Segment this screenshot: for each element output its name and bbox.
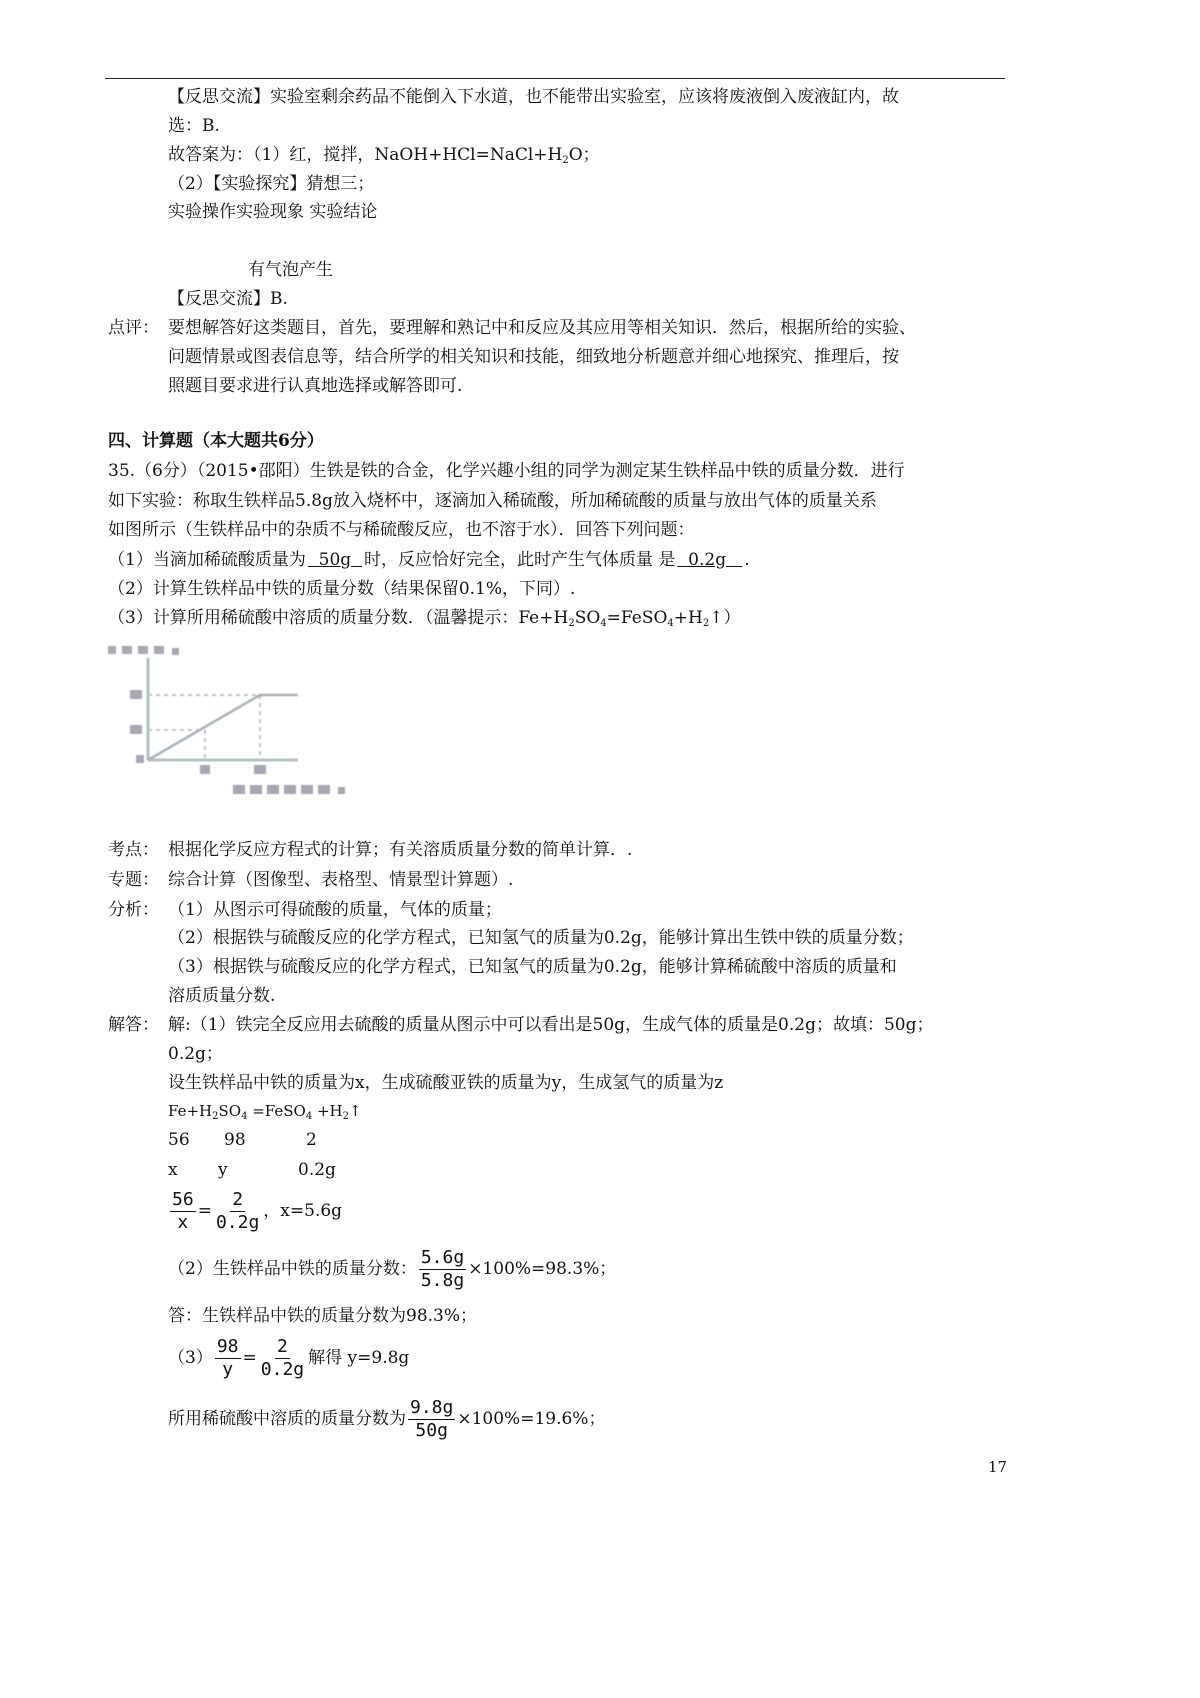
- question-line: 35.（6分）（2015•邵阳）生铁是铁的合金，化学兴趣小组的同学为测定某生铁样品中铁的质量分数．进行: [108, 461, 905, 481]
- fraction: $\frac{9.8g}{50g}$: [410, 1397, 454, 1441]
- comment-line: 要想解答好这类题目，首先，要理解和熟记中和反应及其应用等相关知识．然后，根据所给的实验、: [168, 318, 916, 338]
- fenxi-line: 溶质质量分数.: [168, 986, 276, 1006]
- page-number: 17: [988, 1458, 1008, 1476]
- solution-line: 设生铁样品中铁的质量为x，生成硫酸亚铁的质量为y，生成氢气的质量为z: [168, 1073, 724, 1093]
- question-line: 如图所示（生铁样品中的杂质不与稀硫酸反应，也不溶于水）．回答下列问题：: [108, 520, 695, 540]
- solution-label: 解答：: [108, 1015, 159, 1035]
- x-axis-label-blur: [233, 785, 345, 794]
- fraction: $\frac{56}{x}$: [172, 1189, 194, 1233]
- answer-line: （2）【实验探究】猜想三；: [168, 174, 375, 194]
- gas-mass-chart-image: [108, 640, 368, 805]
- kaodian-text: 根据化学反应方程式的计算；有关溶质质量分数的简单计算．.: [168, 840, 633, 860]
- fraction: $\frac{2}{0.2g}$: [215, 1189, 260, 1233]
- question-part-2: （2）计算生铁样品中铁的质量分数（结果保留0.1%，下同）.: [108, 579, 576, 599]
- chemical-equation: $Fe+H_2SO_4$ =FeSO$_4$ $+H_2↑$: [168, 1102, 362, 1122]
- table-header: 实验操作实验现象 实验结论: [168, 202, 378, 222]
- variable-row: x y 0.2g: [168, 1160, 336, 1180]
- data-line: [148, 695, 298, 760]
- comment-label: 点评：: [108, 318, 159, 338]
- y-axis-label-blur: [108, 646, 179, 655]
- blank-answer: 50g: [307, 550, 362, 570]
- fenxi-line: （3）根据铁与硫酸反应的化学方程式，已知氢气的质量为0.2g，能够计算稀硫酸中溶质的质量和: [168, 957, 897, 977]
- header-rule: [105, 78, 1005, 79]
- mass-row: 56 98 2: [168, 1130, 317, 1150]
- blank-answer: 0.2g: [677, 550, 743, 570]
- part-2-answer: 答：生铁样品中铁的质量分数为98.3%；: [168, 1306, 478, 1326]
- solution-line: 解:（1）铁完全反应用去硫酸的质量从图示中可以看出是50g，生成气体的质量是0.2g；故填：50g；: [168, 1015, 934, 1035]
- section-title: 四、计算题（本大题共6分）: [108, 431, 324, 451]
- fenxi-line: （1）从图示可得硫酸的质量，气体的质量；: [168, 900, 502, 920]
- zhuanti-label: 专题：: [108, 870, 159, 890]
- answer-line: 【反思交流】B.: [168, 289, 288, 309]
- answer-line: 故答案为：（1）红，搅拌，$NaOH+HCl=NaCl+H_2O$；: [168, 145, 600, 166]
- part-2-calc: （2）生铁样品中铁的质量分数： $\frac{5.6g}{5.8g}$ ×100%=98.3%；: [168, 1247, 617, 1291]
- kaodian-label: 考点：: [108, 840, 159, 860]
- fraction: $\frac{2}{0.2g}$: [260, 1336, 305, 1380]
- question-part-3: （3）计算所用稀硫酸中溶质的质量分数．（温馨提示：$Fe+H_2SO_4=FeSO_4+H_2↑$）: [108, 608, 741, 629]
- reflection-line: 选：B.: [168, 116, 220, 136]
- fraction: $\frac{5.6g}{5.8g}$: [420, 1247, 465, 1291]
- zhuanti-text: 综合计算（图像型、表格型、情景型计算题）.: [168, 870, 514, 890]
- question-part-1: （1）当滴加稀硫酸质量为 50g 时，反应恰好完全，此时产生气体质量 是 0.2g .: [108, 550, 750, 570]
- fenxi-line: （2）根据铁与硫酸反应的化学方程式，已知氢气的质量为0.2g，能够计算出生铁中铁的质量分数；: [168, 928, 914, 948]
- comment-line: 问题情景或图表信息等，结合所学的相关知识和技能，细致地分析题意并细心地探究、推理后，按: [168, 347, 899, 367]
- fraction: $\frac{98}{y}$: [216, 1336, 239, 1380]
- reflection-line: 【反思交流】实验室剩余药品不能倒入下水道，也不能带出实验室，应该将废液倒入废液缸内，故: [168, 87, 899, 107]
- proportion-1: $\frac{56}{x}$ = $\frac{2}{0.2g}$ ，x=5.6g: [172, 1189, 343, 1233]
- solution-line: 0.2g；: [168, 1044, 223, 1064]
- proportion-3: （3） $\frac{98}{y}$ = $\frac{2}{0.2g}$ 解得 y=9.8g: [168, 1336, 410, 1380]
- fenxi-label: 分析：: [108, 900, 159, 920]
- question-line: 如下实验：称取生铁样品5.8g放入烧杯中，逐滴加入稀硫酸，所加稀硫酸的质量与放出气体的质量关系: [108, 491, 877, 511]
- part-3-calc: 所用稀硫酸中溶质的质量分数为 $\frac{9.8g}{50g}$ ×100%=19.6%；: [168, 1397, 606, 1441]
- comment-line: 照题目要求进行认真地选择或解答即可.: [168, 376, 463, 396]
- table-cell: 有气泡产生: [248, 260, 333, 280]
